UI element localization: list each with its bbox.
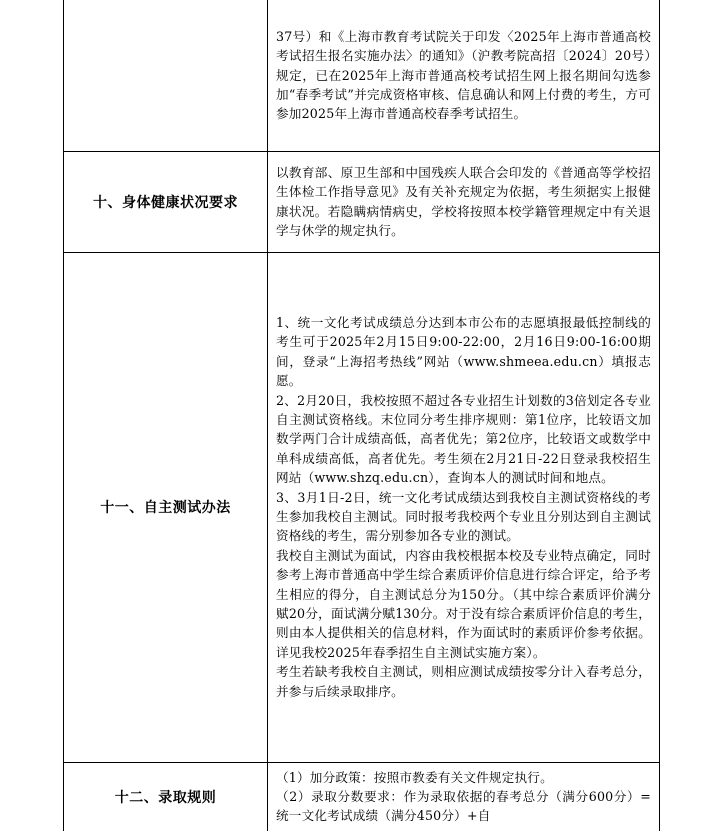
section-content-self-test <box>268 252 660 762</box>
table-row-self-test <box>64 252 660 762</box>
section-title-admission: 十二、录取规则 <box>114 789 217 806</box>
section-title-cell-self-test <box>64 252 268 762</box>
section-content-admission <box>268 762 660 831</box>
table-row-health-requirements <box>64 151 660 252</box>
paragraph-1: 1、统一文化考试成绩总分达到本市公布的志愿填报最低控制线的考生可于2025年2月15日9:00-22:00，2月16日9:00-16:00期间，登录“上海招考热线”网站（www.shmeea.edu.cn）填报志愿。 <box>276 314 651 389</box>
section-title-cell-empty <box>64 0 268 151</box>
paragraph-4: 我校自主测试为面试，内容由我校根据本校及专业特点确定，同时参考上海市普通高中学生综合素质评价信息进行综合评定，给予考生相应的得分，自主测试总分为150分。（其中综合素质评价满分赋20分，面试满分赋130分。对于没有综合素质评价信息的考生，则由本人提供相关的信息材料，作为面试时的素质评价参考依据。详见我校2025年春季招生自主测试实施方案）。 <box>276 547 651 660</box>
admission-rules-table <box>63 0 660 831</box>
paragraph: 37号）和《上海市教育考试院关于印发〈2025年上海市普通高校考试招生报名实施办法〉的通知》（沪教考院高招〔2024〕20号）规定，已在2025年上海市普通高校考试招生网上报名期间勾选参加“春季考试”并完成资格审核、信息确认和网上付费的考生，方可参加2025年上海市普通高校春季考试招生。 <box>276 28 651 122</box>
section-content-health <box>268 151 660 252</box>
paragraph-1: （1）加分政策：按照市教委有关文件规定执行。 <box>276 769 553 785</box>
paragraph-3: 3、3月1日-2日，统一文化考试成绩达到我校自主测试资格线的考生参加我校自主测试。同时报考我校两个专业且分别达到自主测试资格线的考生，需分别参加各专业的测试。 <box>276 489 651 544</box>
table-row-eligibility <box>64 0 660 151</box>
section-title-self-test: 十一、自主测试办法 <box>100 500 231 516</box>
paragraph: 以教育部、原卫生部和中国残疾人联合会印发的《普通高等学校招生体检工作指导意见》及有关补充规定为依据，考生须据实上报健康状况。若隐瞒病情病史，学校将按照本校学籍管理规定中有关退学与休学的规定执行。 <box>276 164 651 238</box>
paragraph-5: 考生若缺考我校自主测试，则相应测试成绩按零分计入春考总分，并参与后续录取排序。 <box>276 664 651 699</box>
section-title-cell-health <box>64 151 268 252</box>
section-title-cell-admission <box>64 762 268 831</box>
table-row-admission-rules <box>64 762 660 831</box>
paragraph-2: （2）录取分数要求：作为录取依据的春考总分（满分600分）=统一文化考试成绩（满分450分）+自 <box>276 789 651 824</box>
section-content-eligibility <box>268 0 660 151</box>
section-title-health: 十、身体健康状况要求 <box>93 194 238 211</box>
paragraph-2: 2、2月20日，我校按照不超过各专业招生计划数的3倍划定各专业自主测试资格线。末位同分考生排序规则：第1位序，比较语文加数学两门合计成绩高低，高者优先；第2位序，比较语文或数学中单科成绩高低，高者优先。考生须在2月21日-22日登录我校招生网站（www.shzq.edu.cn），查询本人的测试时间和地点。 <box>276 392 651 486</box>
